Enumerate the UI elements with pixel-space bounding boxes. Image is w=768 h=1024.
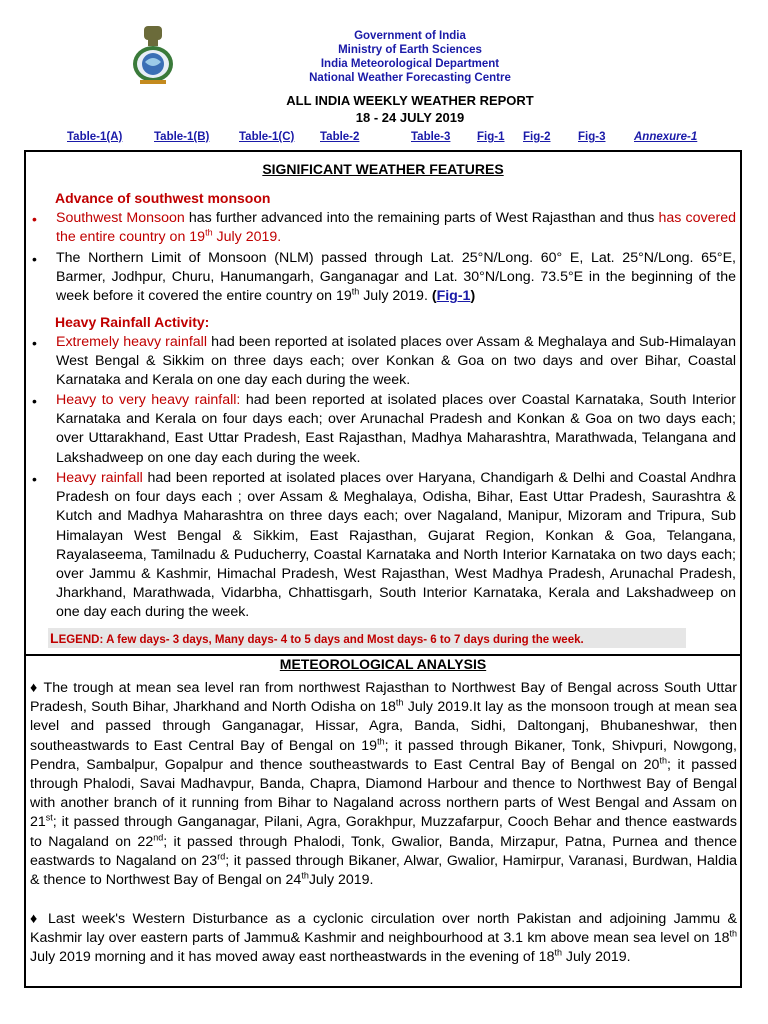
text-segment: ; it passed through Phalodi, Savai Madhavpur, Banda, Chapra, Diamond Harbour and thence to Northwest Bay of Bengal with another branch of it running from Bihar to Nagaland across northern parts of West Bengal and Assam on 21 [30, 756, 737, 831]
org-line-government: Government of India [354, 30, 466, 42]
bullet-1: • [32, 211, 37, 227]
link-table-1c[interactable]: Table-1(C) [239, 131, 295, 143]
link-fig-1[interactable]: Fig-1 [477, 131, 505, 143]
link-table-3[interactable]: Table-3 [411, 131, 451, 143]
text-segment[interactable]: Fig-1 [436, 288, 471, 305]
link-table-1a[interactable]: Table-1(A) [67, 131, 123, 143]
text-segment: July 2019.It lay as the monsoon trough at mean sea level and passed through Ganganagar, Hissar, Agra, Banda, Sidhi, Daltonganj, Bhubaneshwar, then southeastwards to East Central Bay of Bengal on 19 [30, 699, 737, 754]
link-table-2[interactable]: Table-2 [320, 131, 360, 143]
text-segment: th [729, 928, 737, 939]
text-segment: th [301, 870, 309, 881]
link-fig-3[interactable]: Fig-3 [578, 131, 606, 143]
text-segment: had been reported at isolated places over Coastal Karnataka, South Interior Karnataka and Kerala on four days each; over Arunachal Pradesh and Konkan & Goa on two days each; over Uttarakhand, East Uttar Pradesh, East Rajasthan, Madhya Maharashtra, Marathwada, Telangana and Lakshadweep on one day each during the week. [56, 392, 736, 466]
text-segment: th [554, 947, 562, 958]
text-segment: had been reported at isolated places over Assam & Meghalaya and Sub-Himalayan West Bengal & Sikkim on three days each; over Konkan & Goa on two days and over Bihar, Coastal Karnataka and Kerala on one day each during the week. [56, 334, 737, 389]
report-date-range: 18 - 24 JULY 2019 [355, 110, 465, 125]
legend-text: A few days- 3 days, Many days- 4 to 5 days and Most days- 6 to 7 days during the week. [103, 634, 584, 646]
text-segment: has further advanced into the remaining parts of West Rajasthan and thus [184, 210, 659, 226]
text-segment: st [45, 812, 53, 823]
text-segment: July 2019. [561, 949, 631, 966]
text-segment: th [205, 227, 213, 238]
text-segment: ) [470, 288, 476, 305]
report-header [0, 0, 768, 150]
paragraph-extremely-heavy [56, 333, 736, 391]
state-emblem-icon [130, 24, 176, 88]
text-segment: ; it passed through Bikaner, Tonk, Shivpuri, Nowgong, Pendra, Sambalpur, Gopalpur and thence southeastwards to East Central Bay of Bengal on 20 [30, 737, 737, 773]
text-segment: rd [217, 851, 226, 862]
text-segment: The Northern Limit of Monsoon (NLM) passed through Lat. 25°N/Long. 60° E, Lat. 25°N/Long. 65°E, Barmer, Jodhpur, Churu, Hanumangarh, Ganganagar and Lat. 30°N/Long. 73.5°E in the beginning of the week before it covered the entire country on 19 [56, 250, 736, 305]
text-segment: ; it passed through Phalodi, Tonk, Gwalior, Banda, Mirzapur, Patna, Purnea and thence eastwards to Nagaland on 23 [30, 833, 737, 869]
bullet-5: • [32, 471, 37, 487]
text-segment: Southwest Monsoon [56, 210, 185, 226]
text-segment: July 2019. [212, 229, 282, 246]
paragraph-heavy-rainfall [56, 469, 736, 623]
text-segment: ♦ The trough at mean sea level ran from northwest Rajasthan to Northwest Bay of Bengal across South Uttar Pradesh, South Bihar, Jharkhand and North Odisha on 18 [30, 680, 737, 716]
text-segment: Heavy to very heavy rainfall: [56, 392, 241, 408]
org-line-imd: India Meteorological Department [320, 58, 500, 70]
text-segment: July 2019. [308, 872, 374, 889]
bullet-3: • [32, 335, 37, 351]
text-segment: ( [431, 288, 437, 305]
link-table-1b[interactable]: Table-1(B) [154, 131, 210, 143]
paragraph-monsoon-advance [56, 209, 736, 247]
legend-bar [48, 628, 686, 648]
met-analysis-heading: METEOROLOGICAL ANALYSIS [279, 656, 487, 672]
link-fig-2[interactable]: Fig-2 [523, 131, 551, 143]
text-segment: th [659, 755, 667, 766]
paragraph-trough [30, 679, 737, 890]
text-segment: ; it passed through Ganganagar, Pilani, Agra, Gorakhpur, Muzzafarpur, Cooch Behar and thence eastwards to Nagaland on 22 [30, 814, 737, 850]
text-segment: Extremely heavy rainfall [56, 334, 207, 350]
text-segment: th [351, 286, 360, 297]
paragraph-heavy-to-very-heavy [56, 391, 736, 468]
rainfall-subheading: Heavy Rainfall Activity: [55, 314, 210, 330]
text-segment: has covered the entire country on 19 [56, 210, 736, 246]
bullet-2: • [32, 251, 37, 267]
text-segment: July 2019 morning and it has moved away east northeastwards in the evening of 18 [30, 949, 555, 966]
org-line-nwfc: National Weather Forecasting Centre [309, 72, 511, 84]
text-segment: ♦ Last week's Western Disturbance as a cyclonic circulation over north Pakistan and adjoining Jammu & Kashmir lay over eastern parts of Jammu& Kashmir and neighbourhood at 3.1 km above mean sea level on 18 [30, 911, 737, 947]
text-segment: nd [153, 831, 164, 842]
text-segment: July 2019. [359, 288, 432, 305]
significant-weather-heading: SIGNIFICANT WEATHER FEATURES [262, 161, 504, 177]
org-line-ministry: Ministry of Earth Sciences [338, 44, 482, 56]
table-figure-links [0, 131, 768, 147]
paragraph-western-disturbance [30, 910, 737, 968]
bullet-4: • [32, 393, 37, 409]
monsoon-subheading: Advance of southwest monsoon [55, 190, 271, 206]
text-segment: ; it passed through Bikaner, Alwar, Gwalior, Hamirpur, Varanasi, Burdwan, Haldia & thence to Northwest Bay of Bengal on 24 [30, 852, 738, 889]
text-segment: th [395, 697, 404, 708]
report-title: ALL INDIA WEEKLY WEATHER REPORT [286, 93, 534, 108]
text-segment: Heavy rainfall [56, 470, 143, 486]
link-annexure-1[interactable]: Annexure-1 [634, 131, 698, 143]
text-segment: th [377, 735, 385, 746]
text-segment: had been reported at isolated places over Haryana, Chandigarh & Delhi and Coastal Andhra Pradesh on four days each ; over Assam & Meghalaya, Odisha, Bihar, East Uttar Pradesh, Saurashtra & Kutch and Madhya Maharashtra on three days each; over Nagaland, Manipur, Mizoram and Tripura, Sub Himalayan West Bengal & Sikkim, East Rajasthan, Gujarat Region, Konkan & Goa, Telangana, Rayalaseema, Tamilnadu & Puducherry, Coastal Karnataka and North Interior Karnataka on two days each; over Jammu & Kashmir, Himachal Pradesh, West Rajasthan, West Madhya Pradesh, Arunachal Pradesh, Jharkhand, Marathwada, Vidarbha, Chhattisgarh, South Interior Karnataka, Kerala and Lakshadweep on one day each during the week. [56, 470, 736, 621]
paragraph-nlm [56, 249, 736, 307]
legend-initial: L [50, 630, 59, 646]
legend-label: EGEND: [58, 634, 104, 646]
